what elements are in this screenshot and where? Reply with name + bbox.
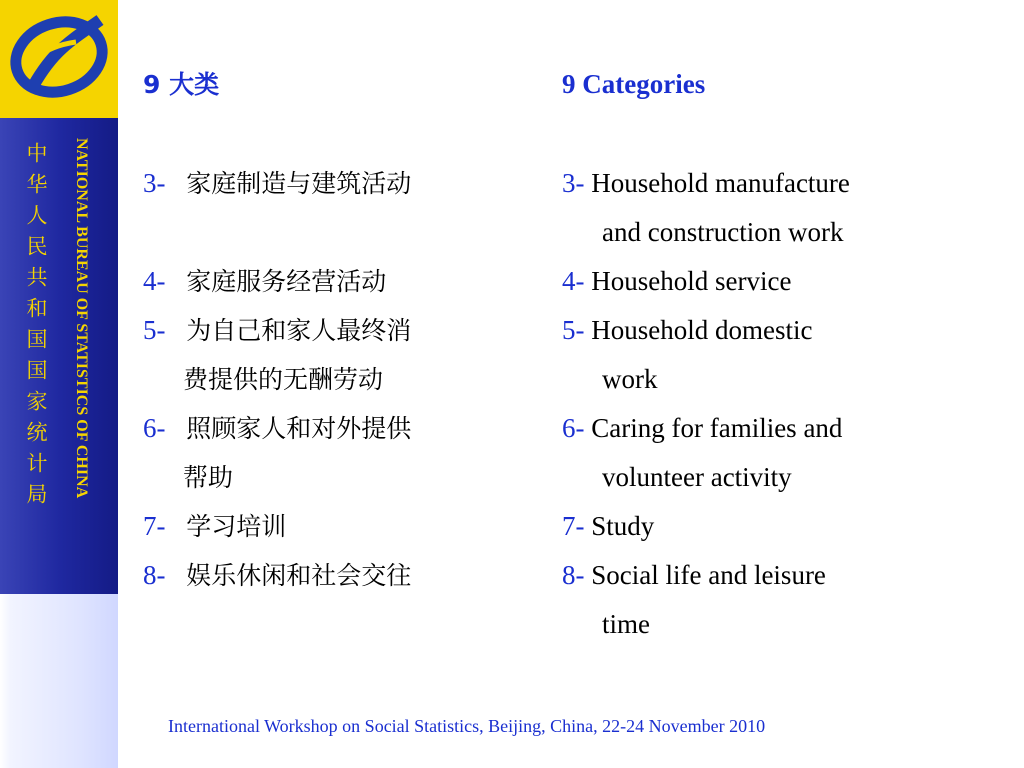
- right-item-3-cont: and construction work: [602, 217, 844, 247]
- right-item-5: [562, 306, 812, 355]
- item-number: 8-: [143, 560, 166, 590]
- right-item-7: [562, 502, 654, 551]
- item-text: 照顾家人和对外提供: [186, 414, 412, 443]
- right-item-6-cont: volunteer activity: [602, 462, 792, 492]
- right-item-8: [562, 551, 826, 600]
- left-item-3: [143, 159, 411, 208]
- item-number: 5-: [562, 315, 585, 345]
- item-text: 家庭制造与建筑活动: [186, 169, 412, 198]
- item-number: 7-: [143, 511, 166, 541]
- footer-caption: International Workshop on Social Statistics, Beijing, China, 22-24 November 2010: [168, 716, 766, 736]
- agency-name-cn: 中华人民共和国国家统计局: [24, 142, 48, 514]
- nbs-logo-icon: [0, 0, 118, 118]
- right-item-4: [562, 257, 791, 306]
- left-heading: 9 大类: [143, 70, 220, 99]
- left-item-8: [143, 551, 411, 600]
- item-number: 3-: [562, 168, 585, 198]
- item-text: 为自己和家人最终消: [186, 316, 412, 345]
- left-item-6-cont: 帮助: [183, 463, 234, 492]
- item-text: Study: [591, 511, 655, 541]
- left-item-6: [143, 404, 411, 453]
- left-item-4: [143, 257, 386, 306]
- item-number: 6-: [562, 413, 585, 443]
- item-text: Social life and leisure: [591, 560, 826, 590]
- right-heading: 9 Categories: [562, 69, 706, 99]
- right-item-5-cont: work: [602, 364, 658, 394]
- item-number: 5-: [143, 315, 166, 345]
- item-text: Household service: [591, 266, 792, 296]
- right-item-8-cont: time: [602, 609, 650, 639]
- item-number: 6-: [143, 413, 166, 443]
- item-text: 学习培训: [186, 512, 287, 541]
- sidebar: [0, 0, 118, 768]
- item-number: 4-: [562, 266, 585, 296]
- item-number: 3-: [143, 168, 166, 198]
- right-item-3: [562, 159, 850, 208]
- agency-name-en: NATIONAL BUREAU OF STATISTICS OF CHINA: [73, 138, 90, 499]
- item-text: 家庭服务经营活动: [186, 267, 387, 296]
- left-item-5-cont: 费提供的无酬劳动: [183, 365, 384, 394]
- right-item-6: [562, 404, 842, 453]
- left-item-7: [143, 502, 286, 551]
- item-text: Household domestic: [591, 315, 813, 345]
- item-number: 8-: [562, 560, 585, 590]
- item-text: Household manufacture: [591, 168, 850, 198]
- item-number: 4-: [143, 266, 166, 296]
- item-number: 7-: [562, 511, 585, 541]
- logo: [0, 0, 118, 118]
- left-item-5: [143, 306, 411, 355]
- item-text: Caring for families and: [591, 413, 843, 443]
- item-text: 娱乐休闲和社会交往: [186, 561, 412, 590]
- sidebar-band: [0, 118, 118, 594]
